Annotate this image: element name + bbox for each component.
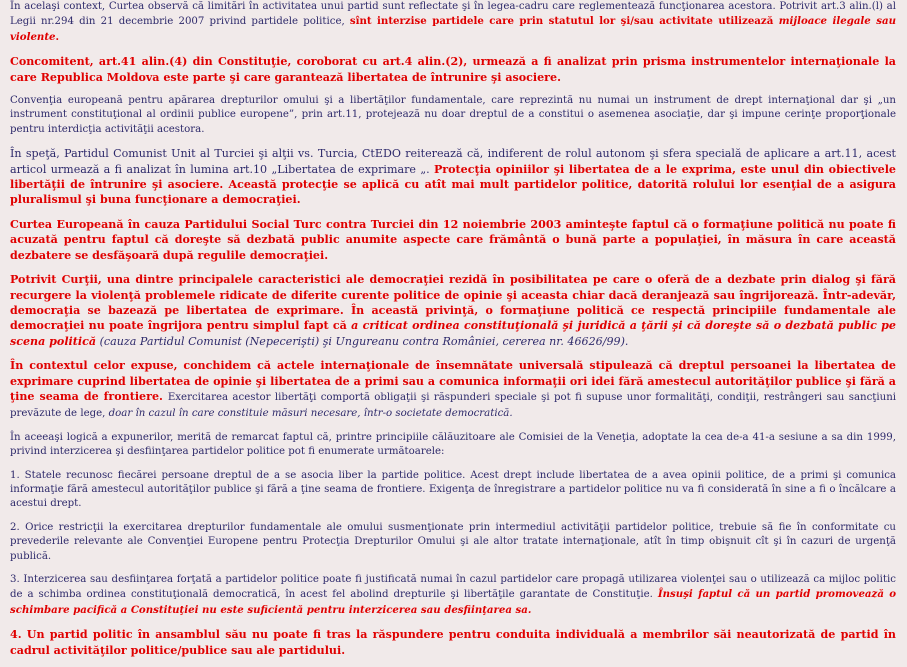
text-run: . xyxy=(55,30,60,43)
paragraph-1 xyxy=(10,0,896,45)
text-run: În speţă, Partidul Comunist Unit al Turciei şi alţii vs. Turcia, CtEDO reiterează că, indiferent de rolul autonom şi sfera specială de aplicare a art.11, acest articol urmează a fi analizat în lumina art.10 „Libertatea de exprimare „. xyxy=(10,147,896,176)
text-run: Potrivit Curţii, una dintre principalele caracteristici ale democraţiei rezidă în posibilitatea pe care o oferă de a dezbate prin dialog şi fără recurgere la violenţă problemele ridicate de diferite curente politice de opinie şi aceasta chiar dacă deranjează sau îngrijorează. Într-adevăr, democraţia se bazează pe libertatea de exprimare. În această privinţă, o formaţiune politică ce respectă principiile fundamentale ale democraţiei nu poate îngrijora pentru simplul fapt că xyxy=(10,273,896,333)
text-run: 1. Statele recunosc fiecărei persoane dreptul de a se asocia liber la partide politice. Acest drept include libertatea de a avea opinii politice, de a primi şi comunica informaţie fără amestecul autorităţilor publice şi fără a ţine seama de frontiere. Exigenţa de înregistrare a partidelor politice nu va fi considerată în sine a fi o încălcare a acestui drept. xyxy=(10,469,896,510)
text-run: 3. Interzicerea sau desfiinţarea forţată a partidelor politice poate fi justificată numai în cazul partidelor care propagă utilizarea violenţei sau o utilizează ca mijloc politic de a schimba ordinea constituţională democratică, în acest fel abolind drepturile şi libertăţile garantate de Constituţie. xyxy=(10,574,896,601)
paragraph-6 xyxy=(10,272,896,349)
paragraph-8 xyxy=(10,431,896,460)
paragraph-9 xyxy=(10,469,896,512)
paragraph-7 xyxy=(10,358,896,422)
paragraph-12 xyxy=(10,627,896,658)
text-run: Convenţia europeană pentru apărarea drepturilor omului şi a libertăţilor fundamentale, care reprezintă nu numai un instrument de drept internaţional dar şi „un instrument constituţional al ordinii publice europene”, prin art.11, protejează nu doar dreptul de a constitui o asemenea asociaţie, dar şi impune cerinţe proporţionale pentru interdicţia activităţii acestora. xyxy=(10,95,896,135)
text-run: (cauza Partidul Comunist (Nepecerişti) şi Ungureanu contra României, cererea nr. 46626/99). xyxy=(96,334,629,348)
text-run: Exercitarea acestor libertăţi comportă obligaţii şi răspunderi speciale şi pot fi supuse unor formalităţi, condiţii, restrângeri sau sancţiuni prevăzute de lege, xyxy=(10,391,897,420)
text-run: În acelaşi context, Curtea observă că limitări în activitatea unui partid sunt reflectate şi în legea-cadru care reglementează funcţionarea acestora. Potrivit art.3 alin.(l) al Legii nr.294 din 21 decembrie 2007 privind partidele politice, xyxy=(10,1,896,28)
paragraph-5 xyxy=(10,217,896,263)
document-body xyxy=(10,0,896,667)
paragraph-2 xyxy=(10,54,896,85)
text-run: mijloace ilegale sau violente xyxy=(10,15,896,43)
text-run: Curtea Europeană în cauza Partidului Social Turc contra Turciei din 12 noiembrie 2003 aminteşte faptul că o formaţiune politică nu poate fi acuzată pentru faptul că doreşte să dezbată public anumite aspecte care frământă o bună parte a populaţiei, în măsura în care această dezbatere se desfăşoară după regulile democraţiei. xyxy=(10,217,896,262)
text-run: sînt interzise partidele care prin statutul lor şi/sau activitate utilizează xyxy=(349,15,779,28)
paragraph-3 xyxy=(10,94,896,137)
paragraph-4 xyxy=(10,146,896,208)
text-run: Protecţia opiniilor şi libertatea de a le exprima, este unul din obiectivele libertăţii de întrunire şi asociere. Această protecţie se aplică cu atît mai mult partidelor politice, datorită rolului lor esenţial de a asigura pluralismul şi buna funcţionare a democraţiei. xyxy=(10,162,896,207)
text-run: 4. Un partid politic în ansamblul său nu poate fi tras la răspundere pentru conduita individuală a membrilor săi neautorizată de partid în cadrul activităţilor politice/publice sau ale partidului. xyxy=(10,628,896,657)
text-run: În contextul celor expuse, conchidem că actele internaţionale de însemnătate universală stipulează că dreptul persoanei la libertatea de exprimare cuprind libertatea de opinie şi libertatea de a primi sau a comunica informaţii ori idei fără amestecul autorităţilor publice şi fără a ţine seama de frontiere. xyxy=(10,359,896,403)
text-run: Însuşi faptul că un partid promovează o schimbare pacifică a Constituţiei nu este suficientă pentru interzicerea sau desfiinţarea sa. xyxy=(10,588,896,616)
paragraph-11 xyxy=(10,573,896,618)
text-run: doar în cazul în care constituie măsuri necesare, într-o societate democratică. xyxy=(108,408,513,420)
text-run: Concomitent, art.41 alin.(4) din Constituţie, coroborat cu art.4 alin.(2), urmează a fi analizat prin prisma instrumentelor internaţionale la care Republica Moldova este parte şi care garantează libertatea de întrunire şi asociere. xyxy=(10,55,896,84)
text-run: 2. Orice restricţii la exercitarea drepturilor fundamentale ale omului susmenţionate prin intermediul activităţii partidelor politice, trebuie să fie în conformitate cu prevederile relevante ale Convenţiei Europene pentru Protecţia Drepturilor Omului şi ale altor tratate internaţionale, atît în timp obişnuit cît şi în cazuri de urgenţă publică. xyxy=(10,521,896,562)
text-run: a criticat ordinea constituţională şi juridică a ţării şi că doreşte să o dezbată public pe scena politică xyxy=(10,319,896,348)
text-run: În aceeaşi logică a expunerilor, merită de remarcat faptul că, printre principiile călăuzitoare ale Comisiei de la Veneţia, adoptate la cea de-a 41-a sesiune a sa din 1999, privind interzicerea şi desfiinţarea partidelor politice pot fi enumerate următoarele: xyxy=(10,431,896,458)
paragraph-10 xyxy=(10,521,896,564)
